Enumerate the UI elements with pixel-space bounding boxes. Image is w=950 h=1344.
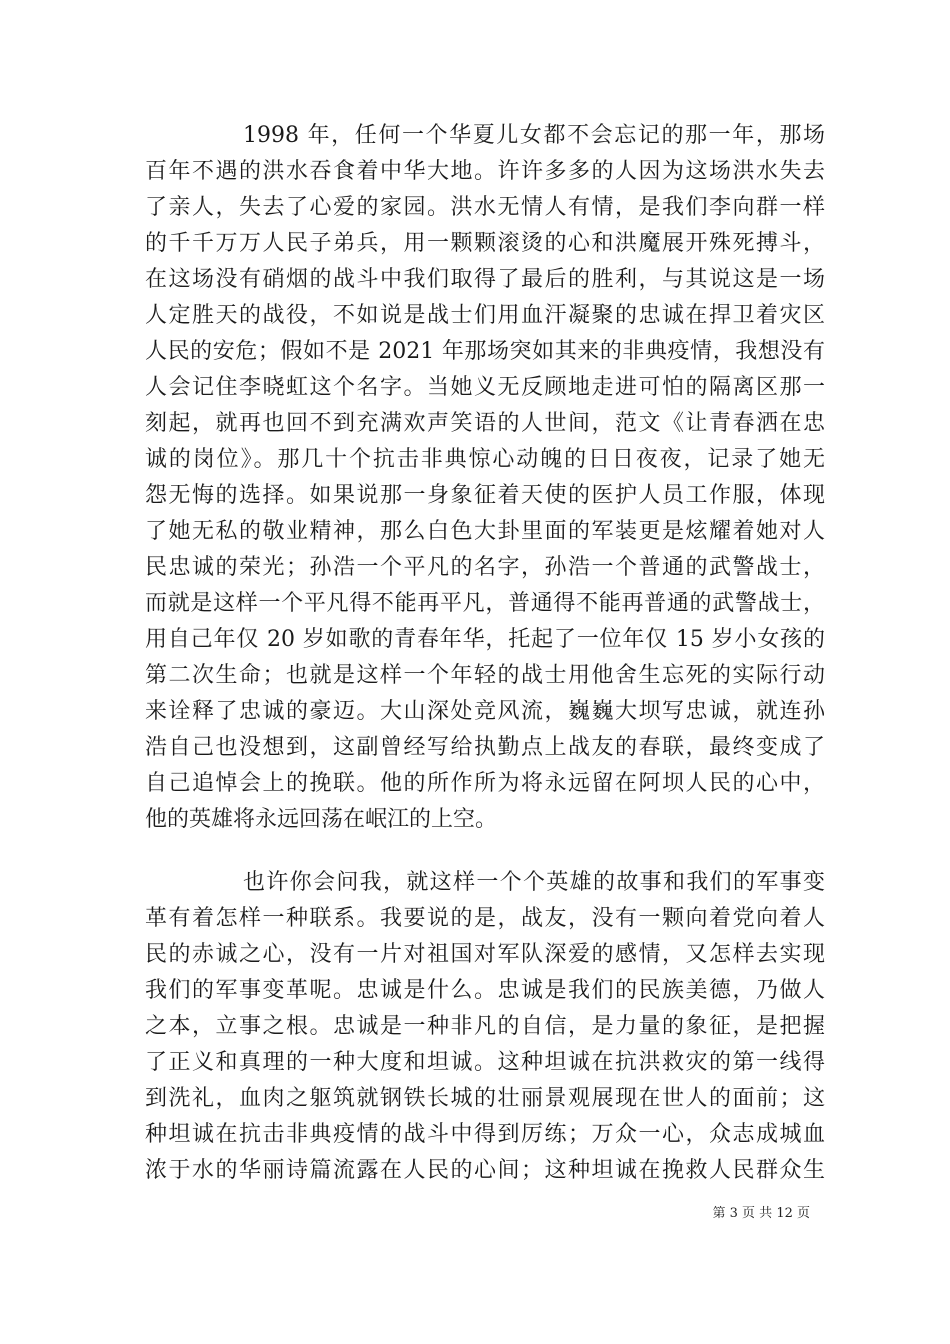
paragraph-line: 了正义和真理的一种大度和坦诚。这种坦诚在抗洪救灾的第一线得 (145, 1050, 825, 1075)
paragraph-line: 怨无悔的选择。如果说那一身象征着天使的医护人员工作服，体现 (145, 483, 825, 508)
paragraph-line: 人民的安危；假如不是 2021 年那场突如其来的非典疫情，我想没有 (145, 339, 825, 364)
paragraph-line: 到洗礼，血肉之躯筑就钢铁长城的壮丽景观展现在世人的面前；这 (145, 1086, 825, 1111)
paragraph-line: 了她无私的敬业精神，那么白色大卦里面的军装更是炫耀着她对人 (145, 519, 825, 544)
paragraph-2 (145, 865, 825, 1189)
paragraph-line: 也许你会问我，就这样一个个英雄的故事和我们的军事变 (243, 870, 825, 895)
paragraph-line: 来诠释了忠诚的豪迈。大山深处竞风流，巍巍大坝写忠诚，就连孙 (145, 699, 825, 724)
paragraph-line: 浓于水的华丽诗篇流露在人民的心间；这种坦诚在挽救人民群众生 (145, 1158, 825, 1183)
paragraph-line: 种坦诚在抗击非典疫情的战斗中得到厉练；万众一心，众志成城血 (145, 1122, 825, 1147)
paragraph-line: 自己追悼会上的挽联。他的所作所为将永远留在阿坝人民的心中， (145, 771, 825, 796)
paragraph-line: 刻起，就再也回不到充满欢声笑语的人世间，范文《让青春洒在忠 (145, 411, 825, 436)
paragraph-line: 1998 年，任何一个华夏儿女都不会忘记的那一年，那场 (243, 123, 825, 148)
paragraph-line: 诚的岗位》。那几十个抗击非典惊心动魄的日日夜夜，记录了她无 (145, 447, 825, 472)
page-number-footer: 第 3 页 共 12 页 (712, 1206, 810, 1221)
paragraph-line: 革有着怎样一种联系。我要说的是，战友，没有一颗向着党向着人 (145, 906, 825, 931)
paragraph-line: 人定胜天的战役，不如说是战士们用血汗凝聚的忠诚在捍卫着灾区 (145, 303, 825, 328)
paragraph-line: 百年不遇的洪水吞食着中华大地。许许多多的人因为这场洪水失去 (145, 159, 825, 184)
paragraph-line: 他的英雄将永远回荡在岷江的上空。 (145, 807, 498, 832)
paragraph-line: 了亲人，失去了心爱的家园。洪水无情人有情，是我们李向群一样 (145, 195, 825, 220)
paragraph-1 (145, 118, 825, 838)
paragraph-line: 的千千万万人民子弟兵，用一颗颗滚烫的心和洪魔展开殊死搏斗， (145, 231, 825, 256)
paragraph-line: 而就是这样一个平凡得不能再平凡，普通得不能再普通的武警战士， (145, 591, 825, 616)
paragraph-line: 民忠诚的荣光；孙浩一个平凡的名字，孙浩一个普通的武警战士， (145, 555, 825, 580)
paragraph-line: 人会记住李晓虹这个名字。当她义无反顾地走进可怕的隔离区那一 (145, 375, 825, 400)
paragraph-line: 在这场没有硝烟的战斗中我们取得了最后的胜利，与其说这是一场 (145, 267, 825, 292)
paragraph-line: 我们的军事变革呢。忠诚是什么。忠诚是我们的民族美德，乃做人 (145, 978, 825, 1003)
paragraph-line: 用自己年仅 20 岁如歌的青春年华，托起了一位年仅 15 岁小女孩的 (145, 627, 825, 652)
paragraph-line: 民的赤诚之心，没有一片对祖国对军队深爱的感情，又怎样去实现 (145, 942, 825, 967)
paragraph-line: 之本，立事之根。忠诚是一种非凡的自信，是力量的象征，是把握 (145, 1014, 825, 1039)
paragraph-line: 第二次生命；也就是这样一个年轻的战士用他舍生忘死的实际行动 (145, 663, 825, 688)
paragraph-line: 浩自己也没想到，这副曾经写给执勤点上战友的春联，最终变成了 (145, 735, 825, 760)
